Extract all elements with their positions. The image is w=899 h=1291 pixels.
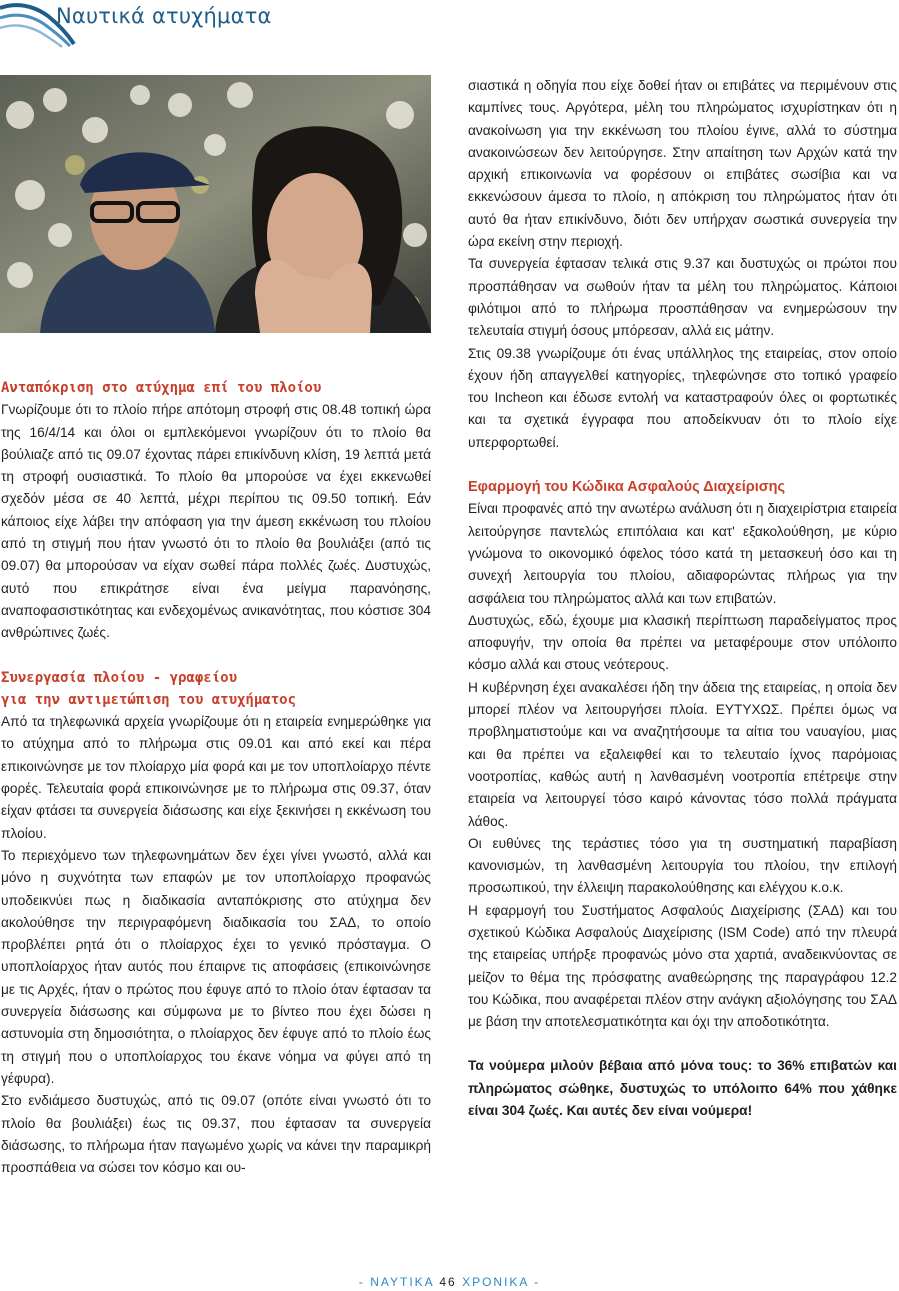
paragraph: Στο ενδιάμεσο δυστυχώς, από τις 09.07 (οπότε είναι γνωστό ότι το πλοίο θα βουλιάξει) έως τις 09.37, που έφτασαν τα συνεργεία διάσωσης, το πλήρωμα ήταν παγωμένο χωρίς να κάνει την παραμικρή προσπάθεια να σώσει τον κόσμο και ου- bbox=[1, 1093, 431, 1176]
page-footer bbox=[0, 1275, 899, 1289]
heading-ship-office-line-1: Συνεργασία πλοίου - γραφείου bbox=[1, 669, 238, 686]
paragraph: Στις 09.38 γνωρίζουμε ότι ένας υπάλληλος της εταιρείας, στον οποίο έχουν ήδη απαγγελθεί κατηγορίες, τηλεφώνησε στο τοπικό γραφείο του Incheon και έδωσε εντολή να καταστραφούν όλες οι φορτωτικές και τα σχετικά έγγραφα που αποδείκνυαν ότι το πλοίο είχε υπερφορτωθεί. bbox=[468, 345, 897, 450]
heading-ism-code: Εφαρμογή του Κώδικα Ασφαλούς Διαχείρισης bbox=[468, 479, 786, 496]
left-column bbox=[1, 377, 431, 1179]
paragraph: Από τα τηλεφωνικά αρχεία γνωρίζουμε ότι η εταιρεία ενημερώθηκε για το ατύχημα από το πλήρωμα στις 09.01 και από εκεί και πέρα επικοινώνησε με τον πλοίαρχο μία φορά και με τον υποπλοίαρχο πέντε φορές. Τελευταία φορά επικοινώνησε με το πλήρωμα στις 09.37, όταν είχαν φτάσει τα συνεργεία διάσωσης και είχε ξεκινήσει η εκκένωση του πλοίου. bbox=[1, 714, 431, 841]
heading-ship-office-line-2: για την αντιμετώπιση του ατυχήματος bbox=[1, 691, 297, 708]
paragraph: Οι ευθύνες της τεράστιες τόσο για τη συστηματική παραβίαση κανονισμών, τη λανθασμένη λειτουργία του πλοίου, την επιλογή προσωπικού, την έλλειψη παρακολούθησης και ελέγχου κ.ο.κ. bbox=[468, 835, 897, 896]
paragraph: Γνωρίζουμε ότι το πλοίο πήρε απότομη στροφή στις 08.48 τοπική ώρα της 16/4/14 και όλοι οι εμπλεκόμενοι γνωρίζουν ότι το πλοίο θα βούλιαζε από τις 09.07 έχοντας πάρει επικίνδυνη κλίση, 19 λεπτά μετά τη στροφή ουσιαστικά. Το πλοίο θα μπορούσε να έχει εκκενωθεί σχεδόν μέσα σε 40 λεπτά, μέχρι περίπου τις 09.50 τοπική. Εάν κάποιος είχε λάβει την απόφαση για την άμεση εκκένωση του πλοίου από τη στιγμή που ήταν γνωστό ότι το πλοίο θα βουλιάξει (από τις 09.07) θα μπορούσαν να είχαν σωθεί πάρα πολλές ζωές. Δυστυχώς, αυτό που επικράτησε είναι ένα μείγμα παρανόησης, αναποφασιστικότητας και ενδεχομένως ανικανότητας, που κόστισε 304 ανθρώπινες ζωές. bbox=[1, 402, 431, 641]
conclusion-paragraph: Τα νούμερα μιλούν βέβαια από μόνα τους: το 36% επιβατών και πληρώματος σώθηκε, δυστυχώς το υπόλοιπο 64% που χάθηκε είναι 304 ζωές. Και αυτές δεν είναι νούμερα! bbox=[468, 1058, 897, 1119]
magazine-name-part-2: ΧΡΟΝΙΚΑ bbox=[462, 1275, 529, 1289]
paragraph: Δυστυχώς, εδώ, έχουμε μια κλασική περίπτωση παραδείγματος προς αποφυγήν, την οποία θα πρέπει να μεταφέρουμε στον υπόλοιπο κόσμο αλλά και στους νεότερους. bbox=[468, 612, 897, 673]
paragraph: Η εφαρμογή του Συστήματος Ασφαλούς Διαχείρισης (ΣΑΔ) και του σχετικού Κώδικα Ασφαλούς Διαχείρισης (ISM Code) από την πλευρά της εταιρείας υπήρξε προφανώς μόνο στα χαρτιά, αναδεικνύοντας σε μείζον το θέμα της πρόσφατης αναθεώρησης της παραγράφου 12.2 του Κώδικα, που αναφέρεται πλέον στην ανάγκη αξιολόγησης του ΣΑΔ με βάση την αποτελεσματικότητα και όχι την αποδοτικότητα. bbox=[468, 902, 897, 1030]
paragraph: Η κυβέρνηση έχει ανακαλέσει ήδη την άδεια της εταιρείας, η οποία δεν μπορεί πλέον να λειτουργήσει πλοία. ΕΥΤΥΧΩΣ. Πρέπει όμως να προβληματιστούμε και να αναζητήσουμε τα αίτια του ναυαγίου, μιας και θα πρέπει να εξαλειφθεί και το τελευταίο ίχνος παρόμοιας νοοτροπίας, καθώς αυτή η λανθασμένη νοοτροπία επέτρεψε στην εταιρεία να λειτουργεί τόσο καιρό κάνοντας τόσο πολλά πράγματα λάθος. bbox=[468, 679, 897, 829]
magazine-name-part-1: ΝΑΥΤΙΚΑ bbox=[370, 1275, 435, 1289]
heading-response-onboard: Ανταπόκριση στο ατύχημα επί του πλοίου bbox=[1, 380, 322, 396]
page-header bbox=[0, 0, 899, 50]
paragraph: Είναι προφανές από την ανωτέρω ανάλυση ότι η διαχειρίστρια εταιρεία λειτούργησε παντελώς επιπόλαια και κατ' εξακολούθηση, με κύριο γνώμονα το οικονομικό όφελος τόσο κατά τη μετασκευή όσο και τη συνεχή λειτουργία του πλοίου, αδιαφορώντας πλήρως για την ασφάλεια του πληρώματος αλλά και των επιβατών. bbox=[468, 501, 897, 606]
article-photo bbox=[0, 75, 431, 333]
page-number: 46 bbox=[439, 1275, 457, 1289]
section-title: Ναυτικά ατυχήματα bbox=[56, 4, 272, 28]
footer-dash: - bbox=[534, 1275, 541, 1289]
footer-dash: - bbox=[358, 1275, 365, 1289]
paragraph: Το περιεχόμενο των τηλεφωνημάτων δεν έχει γίνει γνωστό, αλλά και μόνο η συχνότητα των επαφών με τον υποπλοίαρχο προφανώς υποδεικνύει πως η διαδικασία ανταπόκρισης στο ατύχημα δεν ακολούθησε την περιγραφόμενη διαδικασία του ΣΑΔ, το οποίο προβλέπει ρητά ότι ο πλοίαρχος έχει το γενικό πρόσταγμα. Ο υποπλοίαρχος ήταν αυτός που έπαιρνε τις αποφάσεις (επικοινώνησε με τις Αρχές, ήταν ο πρώτος που έφυγε από το πλοίο όταν έφτασαν τα συνεργεία διάσωσης και σύμφωνα με το βίντεο που έχει δώσει η αστυνομία στη δημοσιότητα, ο πλοίαρχος δεν έφυγε από το πλοίο έως τη στιγμή που ο υποπλοίαρχος του έκανε νόημα να φύγει από τη γέφυρα). bbox=[1, 847, 431, 1086]
paragraph: σιαστικά η οδηγία που είχε δοθεί ήταν οι επιβάτες να περιμένουν στις καμπίνες τους. Αργότερα, μέλη του πληρώματος ισχυρίστηκαν ότι η ανακοίνωση για την εκκένωση του πλοίου έγινε, αλλά το σύστημα ανακοινώσεων δεν λειτούργησε. Στην απαίτηση των Αρχών κατά την αρχική επικοινωνία να φορέσουν οι επιβάτες σωσίβια και να εκκενώσουν άμεσα το πλοίο, η απόκριση του πληρώματος ήταν ότι αυτό θα ήταν επικίνδυνο, διότι δεν υπήρχαν σωστικά συνεργεία την ώρα εκείνη στην περιοχή. bbox=[468, 78, 897, 250]
right-column bbox=[468, 75, 897, 1122]
paragraph: Τα συνεργεία έφτασαν τελικά στις 9.37 και δυστυχώς οι πρώτοι που προσπάθησαν να σωθούν ήταν τα μέλη του πληρώματος. Κάποιοι φιλότιμοι από το πλήρωμα προσπάθησαν να ενημερώσουν την τελευταία στιγμή όσους μπόρεσαν, αλλά εις μάτην. bbox=[468, 256, 897, 339]
